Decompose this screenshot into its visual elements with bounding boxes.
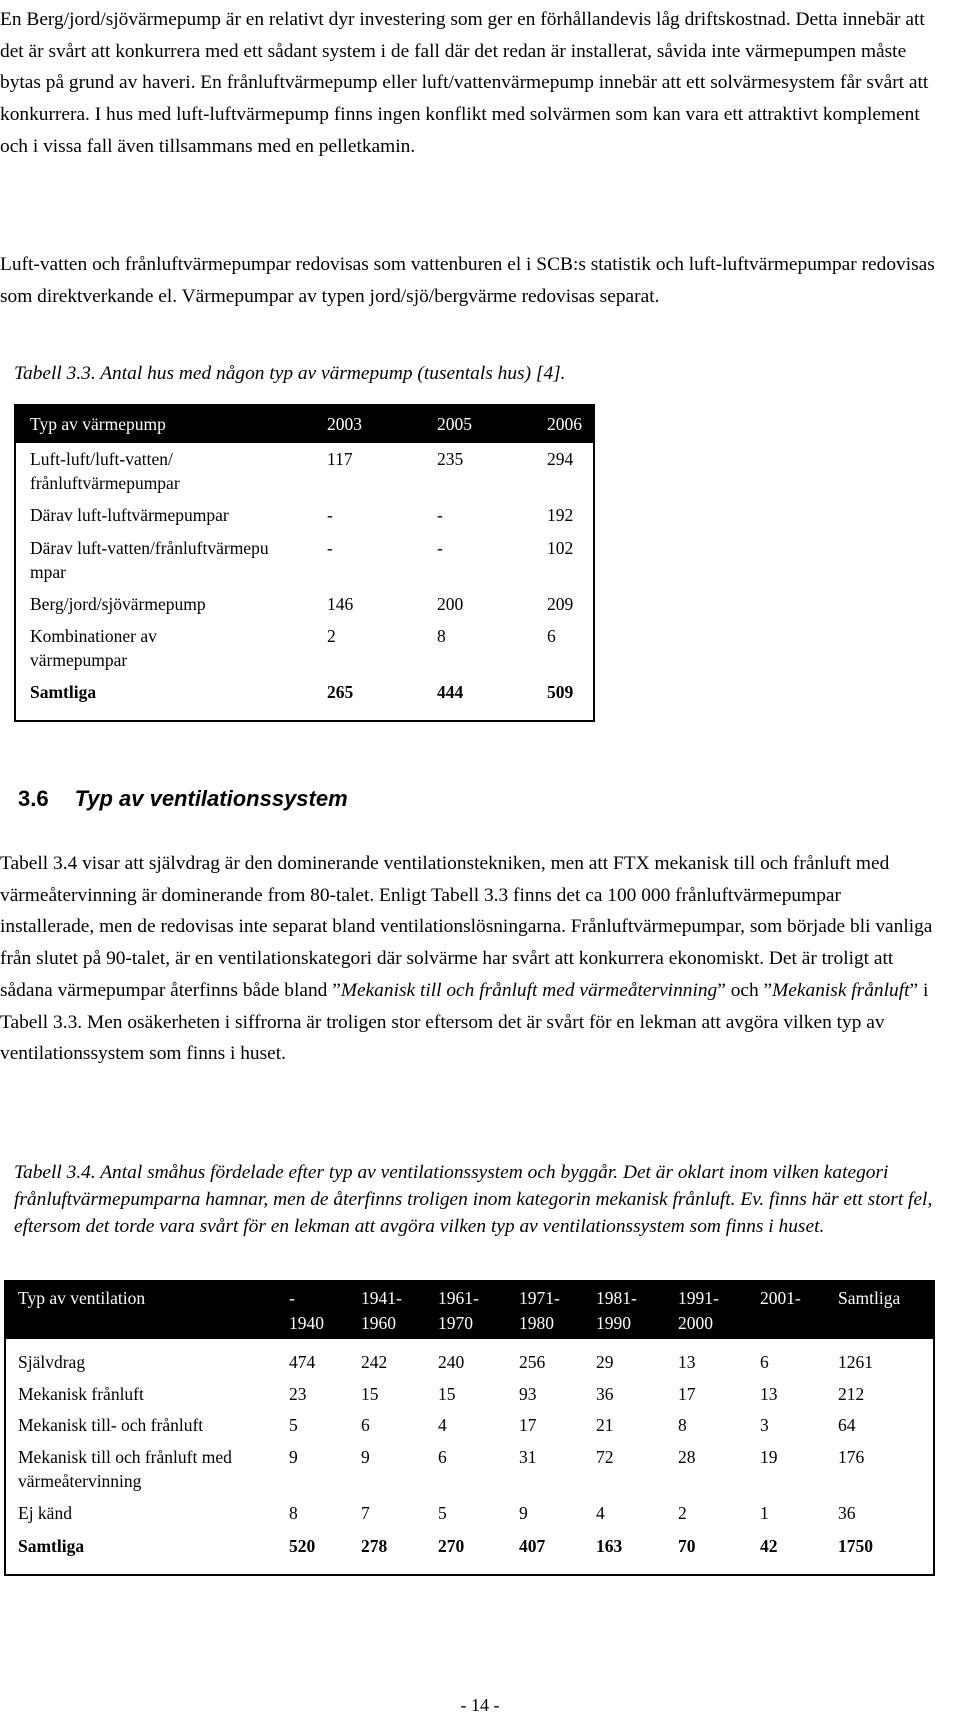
row-value: 407 [519, 1536, 546, 1556]
row-value: - [437, 505, 443, 525]
row-value: 256 [519, 1352, 546, 1372]
row-value: 13 [760, 1384, 778, 1404]
row-value: 1750 [838, 1536, 873, 1556]
row-value: 200 [437, 594, 464, 614]
header-period: 1980 [519, 1313, 554, 1333]
row-value: 15 [361, 1384, 379, 1404]
row-value: 1 [760, 1503, 769, 1523]
row-value: 23 [289, 1384, 307, 1404]
row-value: 70 [678, 1536, 696, 1556]
row-label: Berg/jord/sjövärmepump [30, 594, 206, 614]
section-heading [18, 784, 348, 814]
header-period: - [289, 1288, 295, 1308]
table-header-row [16, 406, 593, 443]
row-value: 36 [838, 1503, 856, 1523]
row-value: 278 [361, 1536, 388, 1556]
row-value: 5 [289, 1415, 298, 1435]
row-label: Därav luft-vatten/frånluftvärmepumpar [30, 538, 269, 582]
row-value: 444 [437, 682, 464, 702]
intro-paragraph: En Berg/jord/sjövärmepump är en relativt dyr investering som ger en förhållandevis låg driftskostnad. Detta innebär att det är svårt att konkurrera med ett sådant system i de fall där det redan är installerat, såvida inte värmepumpen måste bytas på grund av haveri. En frånluftvärmepump eller luft/vattenvärmepump innebär att ett solvärmesystem får svårt att konkurrera. I hus med luft-luftvärmepump finns ingen konflikt med solvärmen som kan vara ett attraktivt komplement och i vissa fall även tillsammans med en pelletkamin. [0, 9, 929, 157]
paragraph-text: Tabell 3.4 visar att självdrag är den dominerande ventilationstekniken, men att FTX mekanisk till och frånluft med värmeåtervinning är dominerande from 80-talet. Enligt Tabell 3.3 finns det ca 100 000 frånluftvärmepumpar installerade, men de redovisas inte separat bland ventilationslösningarna. Frånluftvärmepumpar, som började bli vanliga från slutet på 90-talet, är en ventilationskategori där solvärme har svårt att konkurrera ekonomiskt. Det är troligt att sådana värmepumpar återfinns både bland ” [0, 853, 933, 1001]
header-period: 1961- [438, 1288, 479, 1308]
row-value: 265 [327, 682, 354, 702]
row-value: 9 [361, 1447, 370, 1467]
row-value: 19 [760, 1447, 778, 1467]
table-3-3-caption: Tabell 3.3. Antal hus med någon typ av värmepump (tusentals hus) [4]. [14, 363, 566, 384]
row-label: Mekanisk till- och frånluft [18, 1415, 204, 1435]
row-value: - [327, 505, 333, 525]
row-value: 7 [361, 1503, 370, 1523]
row-value: 42 [760, 1536, 778, 1556]
section-number: 3.6 [18, 786, 49, 811]
header-total: Samtliga [838, 1288, 901, 1308]
paragraph-text: ” och ” [717, 979, 773, 1001]
row-value: 509 [547, 682, 574, 702]
row-value: 6 [547, 626, 556, 646]
row-value: 1261 [838, 1352, 873, 1372]
row-value: 176 [838, 1447, 865, 1467]
row-label: Självdrag [18, 1352, 86, 1372]
row-value: 4 [438, 1415, 447, 1435]
row-value: - [437, 538, 443, 558]
row-value: 2 [678, 1503, 687, 1523]
header-2005: 2005 [437, 414, 472, 434]
section-title: Typ av ventilationssystem [74, 786, 348, 811]
row-value: 212 [838, 1384, 865, 1404]
header-2006: 2006 [547, 414, 582, 434]
row-value: 2 [327, 626, 336, 646]
row-value: 4 [596, 1503, 605, 1523]
row-value: 474 [289, 1352, 316, 1372]
row-value: 6 [438, 1447, 447, 1467]
row-value: 520 [289, 1536, 316, 1556]
row-value: 15 [438, 1384, 456, 1404]
row-value: 36 [596, 1384, 614, 1404]
row-value: 117 [327, 449, 353, 469]
paragraph-text: ” i Tabell 3.3. Men osäkerheten i siffrorna är troligen stor eftersom det är svårt för en lekman att avgöra vilken typ av ventilationssystem som finns i huset. [0, 979, 929, 1065]
header-period: 2000 [678, 1313, 713, 1333]
row-value: 17 [519, 1415, 537, 1435]
row-value: 8 [678, 1415, 687, 1435]
table-header-row [6, 1282, 933, 1339]
row-value: 235 [437, 449, 464, 469]
row-value: 240 [438, 1352, 465, 1372]
header-period: 2001- [760, 1288, 801, 1308]
row-value: 31 [519, 1447, 537, 1467]
paragraph-italic: Mekanisk till och frånluft med värmeåtervinning [340, 979, 718, 1001]
header-period: 1981- [596, 1288, 637, 1308]
row-value: 146 [327, 594, 354, 614]
row-value: 102 [547, 538, 574, 558]
row-value: 270 [438, 1536, 465, 1556]
row-label: Ej känd [18, 1503, 72, 1523]
row-value: 209 [547, 594, 574, 614]
row-label: Kombinationer av värmepumpar [30, 626, 157, 670]
header-type: Typ av ventilation [18, 1288, 146, 1308]
header-period: 1960 [361, 1313, 396, 1333]
header-period: 1940 [289, 1313, 324, 1333]
row-value: - [327, 538, 333, 558]
header-period: 1991- [678, 1288, 719, 1308]
header-type: Typ av värmepump [30, 414, 166, 434]
row-value: 93 [519, 1384, 537, 1404]
row-label: Samtliga [18, 1536, 85, 1556]
row-value: 9 [289, 1447, 298, 1467]
header-period: 1971- [519, 1288, 560, 1308]
paragraph-italic: Mekanisk frånluft [772, 979, 910, 1001]
row-label: Därav luft-luftvärmepumpar [30, 505, 229, 525]
row-label: Mekanisk frånluft [18, 1384, 144, 1404]
page-number: - 14 - [460, 1695, 500, 1715]
row-label: Samtliga [30, 682, 97, 702]
row-value: 64 [838, 1415, 856, 1435]
row-value: 28 [678, 1447, 696, 1467]
row-value: 3 [760, 1415, 769, 1435]
header-period: 1970 [438, 1313, 473, 1333]
header-2003: 2003 [327, 414, 362, 434]
row-value: 21 [596, 1415, 614, 1435]
header-period: 1941- [361, 1288, 402, 1308]
row-value: 192 [547, 505, 574, 525]
row-value: 163 [596, 1536, 623, 1556]
row-label: Mekanisk till och frånluft med värmeåtervinning [18, 1447, 232, 1491]
row-value: 29 [596, 1352, 614, 1372]
row-value: 242 [361, 1352, 388, 1372]
row-value: 17 [678, 1384, 696, 1404]
row-value: 294 [547, 449, 574, 469]
ventilation-table [4, 1280, 935, 1576]
row-value: 6 [760, 1352, 769, 1372]
statistics-paragraph: Luft-vatten och frånluftvärmepumpar redovisas som vattenburen el i SCB:s statistik och luft-luftvärmepumpar redovisas som direktverkande el. Värmepumpar av typen jord/sjö/bergvärme redovisas separat. [0, 254, 935, 307]
header-period: 1990 [596, 1313, 631, 1333]
row-value: 72 [596, 1447, 614, 1467]
row-value: 8 [289, 1503, 298, 1523]
row-value: 13 [678, 1352, 696, 1372]
row-value: 8 [437, 626, 446, 646]
table-3-4-caption: Tabell 3.4. Antal småhus fördelade efter typ av ventilationssystem och byggår. Det är oklart inom vilken kategori frånluftvärmepumparna hamnar, men de återfinns troligen inom kategorin mekanisk frånluft. Ev. finns här ett stort fel, eftersom det torde vara svårt för en lekman att avgöra vilken typ av ventilationssystem som finns i huset. [14, 1162, 933, 1237]
row-label: Luft-luft/luft-vatten/ frånluftvärmepumpar [30, 449, 180, 493]
row-value: 6 [361, 1415, 370, 1435]
row-value: 5 [438, 1503, 447, 1523]
row-value: 9 [519, 1503, 528, 1523]
heat-pump-table [14, 404, 595, 722]
ventilation-paragraph [0, 848, 940, 1070]
